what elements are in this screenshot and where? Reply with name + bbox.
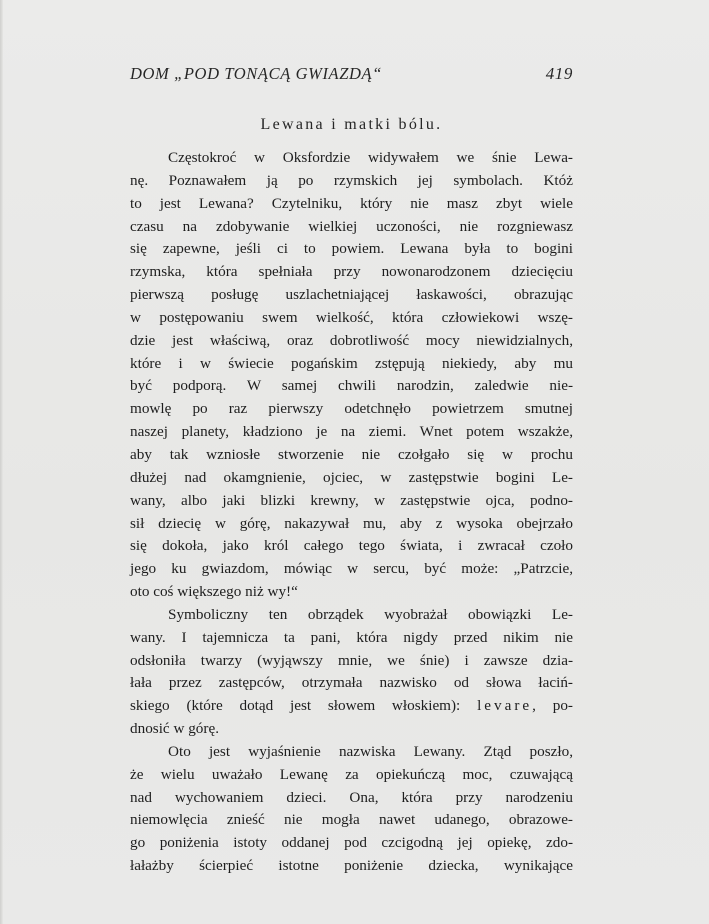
text-line: nad wychowaniem dzieci. Ona, która przy narodzeniu (130, 788, 573, 806)
running-head (130, 60, 573, 86)
text-line: odsłoniła twarzy (wyjąwszy mnie, we śnie) i zawsze dzia- (130, 651, 573, 669)
text-line: łała przez zastępców, otrzymała nazwisko od słowa łaciń- (130, 674, 573, 692)
text-line: w postępowaniu swem wielkość, która człowiekowi wszę- (130, 308, 573, 326)
text-line: pierwszą posługę uszlachetniającej łaskawości, obrazując (130, 286, 573, 304)
text-line: oto coś większego niż wy!“ (130, 583, 298, 601)
text-line-end: , po- (532, 697, 573, 715)
page-edge-shadow (0, 0, 3, 924)
page-number: 419 (545, 64, 573, 83)
text-line: dzie jest właściwą, oraz dobrotliwość mocy niewidzialnych, (130, 331, 573, 349)
text-line: go poniżenia istoty oddanej pod czcigodną jej opiekę, zdo- (130, 834, 573, 852)
text-line (130, 695, 573, 718)
text-line: łałażby ścierpieć istotne poniżenie dziecka, wynikające (130, 857, 573, 875)
text-line: mowlę po raz pierwszy odetchnęło powietrzem smutnej (130, 400, 573, 418)
text-line: być podporą. W samej chwili narodzin, zaledwie nie- (130, 377, 573, 395)
text-line: dłużej nad okamgnienie, ojciec, w zastępstwie bogini Le- (130, 468, 573, 486)
text-line: aby tak wzniosłe stworzenie nie czołgało się w prochu (130, 445, 573, 463)
text-line: Częstokroć w Oksfordzie widywałem we śnie Lewa- (168, 149, 573, 166)
body-text (130, 147, 573, 878)
text-line: nę. Poznawałem ją po rzymskich jej symbolach. Któż (130, 171, 573, 189)
chapter-title: Lewana i matki bólu. (260, 116, 443, 133)
text-line: jego ku gwiazdom, mówiąc w sercu, być może: „Patrzcie, (130, 560, 573, 578)
text-line: dnosić w górę. (130, 720, 219, 738)
text-line: Oto jest wyjaśnienie nazwiska Lewany. Ztąd poszło, (168, 742, 573, 760)
text-line-start: skiego (które dotąd jest słowem włoskiem): (130, 697, 478, 715)
text-line: które i w świecie pogańskim zstępują niekiedy, aby mu (130, 354, 573, 372)
text-line: sił dziecię w górę, nakazywał mu, aby z wysoka obejrzało (130, 514, 573, 532)
text-line: czasu na zdobywanie wielkiej uczoności, nie rozgniewasz (130, 217, 573, 235)
text-line: naszej planety, kładziono je na ziemi. Wnet potem wszakże, (130, 423, 573, 441)
text-line: to jest Lewana? Czytelniku, który nie masz zbyt wiele (130, 194, 573, 212)
text-line: Symboliczny ten obrządek wyobrażał obowiązki Le- (168, 605, 573, 623)
text-line: się zapewne, jeśli ci to powiem. Lewana była to bogini (130, 240, 573, 258)
text-line: wany. I tajemnicza ta pani, która nigdy przed nikim nie (130, 628, 573, 646)
text-line: rzymska, która spełniała przy nowonarodzonem dziecięciu (130, 263, 573, 281)
text-line: że wielu uważało Lewanę za opiekuńczą moc, czuwającą (130, 765, 573, 783)
running-head-title: DOM „POD TONĄCĄ GWIAZDĄ“ (130, 64, 382, 83)
text-line: wany, albo jaki blizki krewny, w zastępstwie ojca, podno- (130, 491, 573, 509)
text-line: niemowlęcia znieść nie mogła nawet udanego, obrazowe- (130, 811, 573, 829)
text-line: się dokoła, jako król całego tego świata, i zwracał czoło (130, 537, 573, 555)
spaced-word-levare: levare (477, 697, 533, 715)
